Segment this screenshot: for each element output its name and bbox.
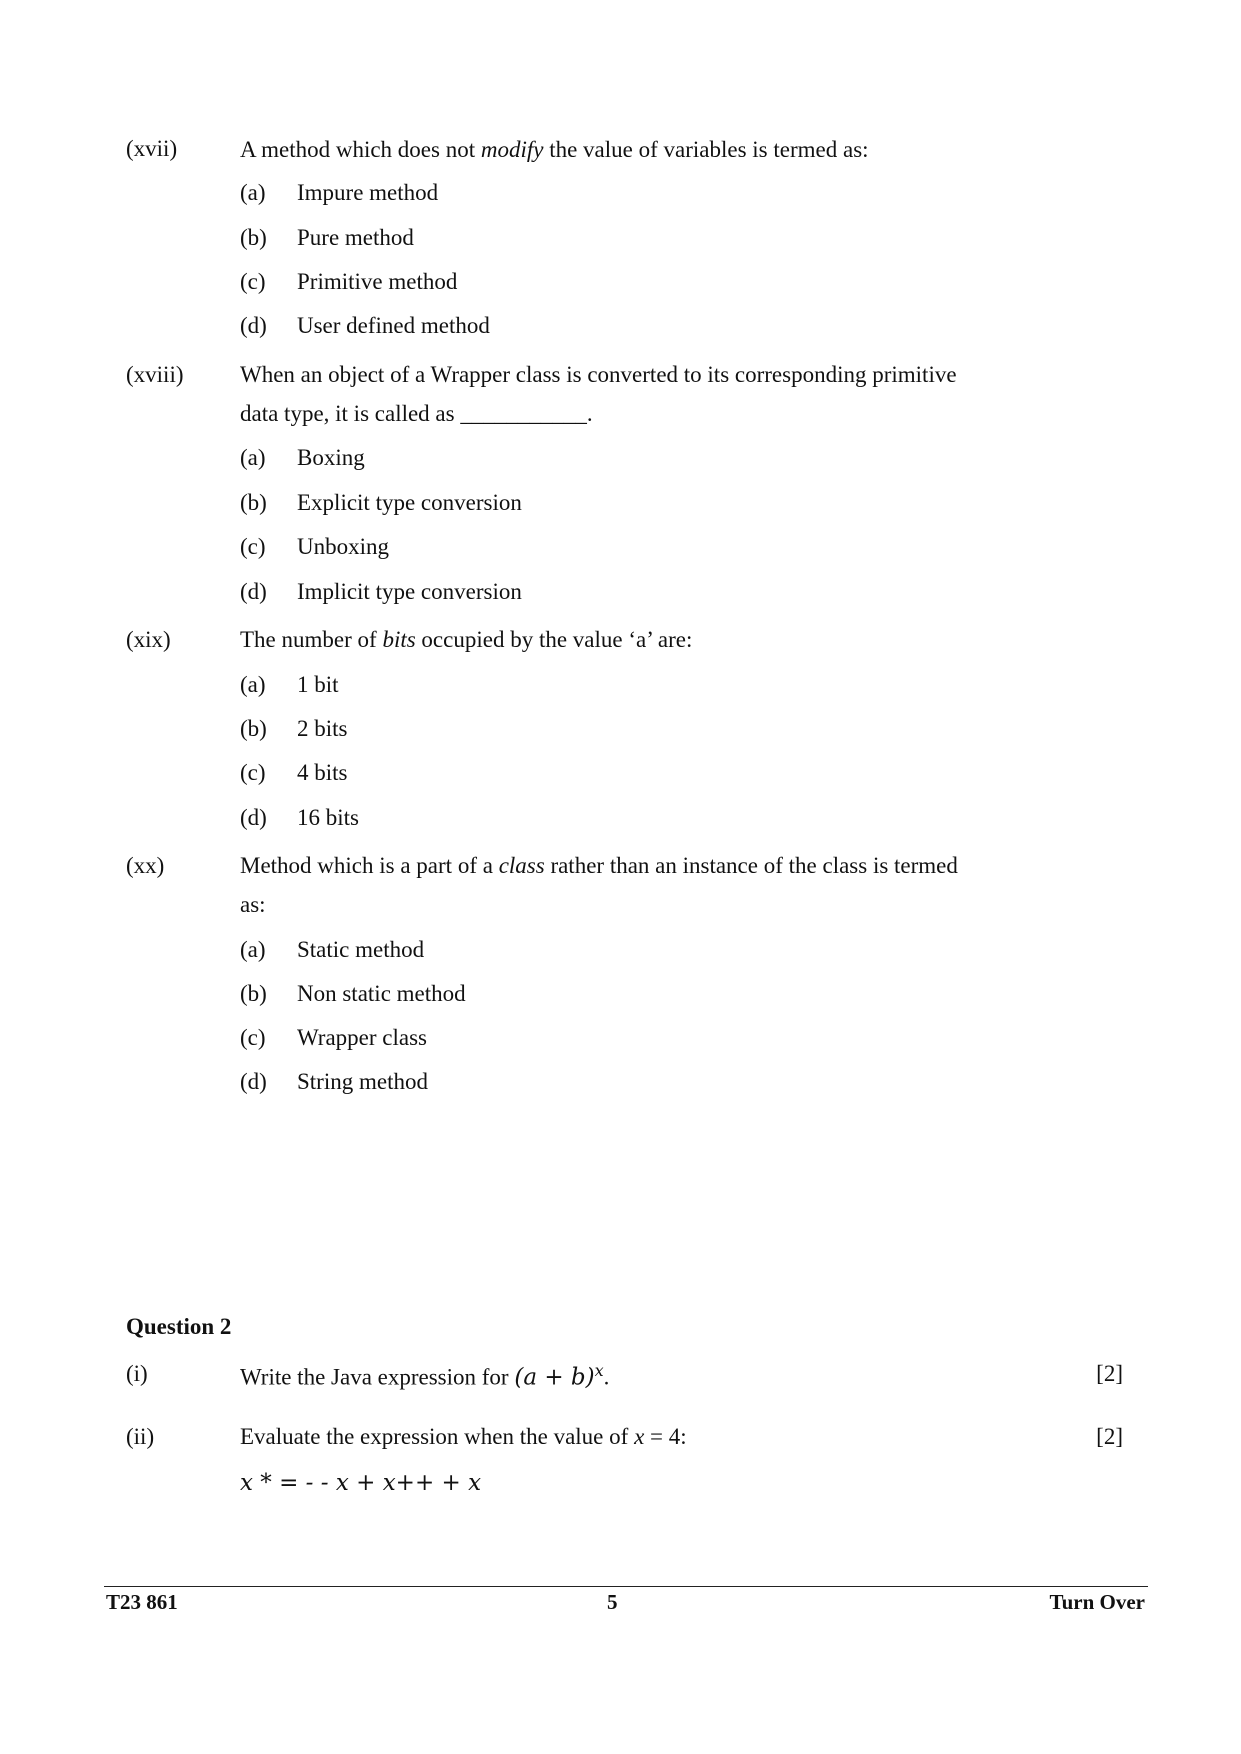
- paper-code: T23 861: [106, 1590, 178, 1614]
- question-stem-line2: as:: [240, 892, 266, 917]
- expression: x * = - - x + x++ + x: [240, 1470, 482, 1496]
- question-number: (xviii): [126, 362, 184, 387]
- turn-over-label: Turn Over: [1049, 1590, 1145, 1614]
- question-stem-line1: Method which is a part of a class rather than an instance of the class is termed: [240, 853, 958, 878]
- exam-page: (xvii) A method which does not modify the value of variables is termed as: (a) Impure method (b) Pure method (c) Primitive method (d) User defined method (xviii) When an object of a Wrapper class is converted to its corresponding primitive data type, it is called as ___________. (a) Boxing (b) Explicit type conversion (c) Unboxing (d) Implicit type conversion (xix) The number of bits occupied by the value ‘a’ are: (a) 1 bit (b) 2 bits (c) 4 bits (d) 16 bits (xx) Method which is a part of a class rather than an instance of the class is termed as: (a) Static method (b) Non static method (c) Wrapper class (d) String method Question 2 (i) Write the Java expression for $(a + b)^x$. [2] (ii) Evaluate the expression when the value of x = 4: [2] x * = - - x + x++ + x T23 861 5 Turn Over: [0, 0, 1241, 1754]
- question-stem-line2: data type, it is called as ___________.: [240, 401, 593, 426]
- page-number: 5: [607, 1590, 618, 1614]
- question-stem: The number of bits occupied by the value ‘a’ are:: [240, 627, 693, 652]
- marks-label: [2]: [1096, 1361, 1123, 1386]
- question-stem-line1: When an object of a Wrapper class is converted to its corresponding primitive: [240, 362, 957, 387]
- question-number: (xx): [126, 853, 165, 878]
- question-number: (xix): [126, 627, 171, 652]
- section-title: Question 2: [126, 1314, 232, 1339]
- question-2-ii-text: Evaluate the expression when the value of x = 4:: [240, 1424, 687, 1449]
- question-number: (xvii): [126, 136, 178, 161]
- question-stem: A method which does not modify the value of variables is termed as:: [240, 137, 869, 162]
- question-2-i-text: Write the Java expression for $(a + b)^x$.: [240, 1361, 610, 1391]
- footer-divider: [104, 1586, 1148, 1587]
- marks-label: [2]: [1096, 1424, 1123, 1449]
